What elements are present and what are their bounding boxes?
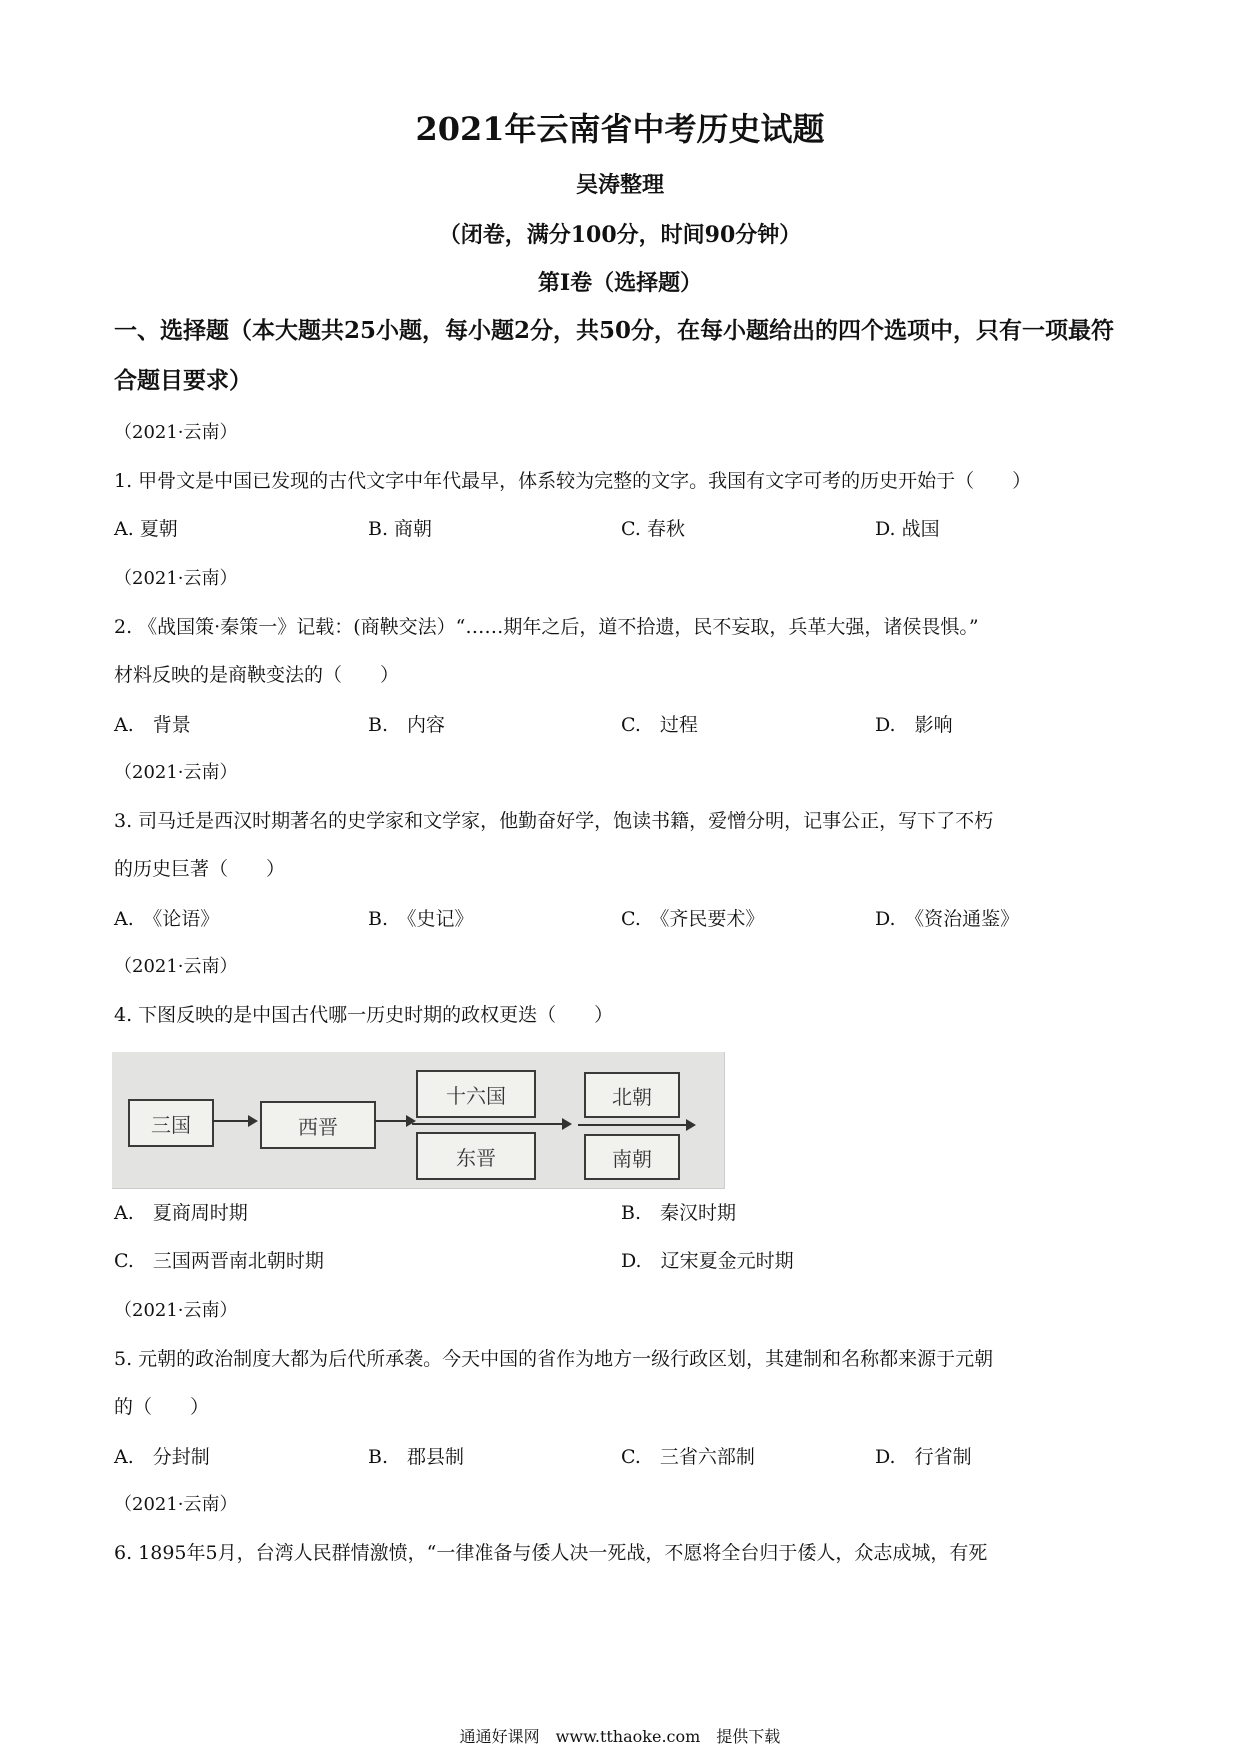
question-3-stem-line-2: 的历史巨著（ ） (114, 858, 286, 880)
question-4-option-c: C. 三国两晋南北朝时期 (114, 1250, 324, 1272)
diagram-box-sanguo: 三国 (128, 1099, 214, 1147)
question-2-option-c: C. 过程 (621, 714, 698, 736)
question-2-stem-line-1: 2. 《战国策·秦策一》记载：(商鞅交法）“……期年之后，道不拾遗，民不妄取，兵革大强，诸侯畏惧。” (114, 616, 979, 638)
question-6-stem: 6. 1895年5月，台湾人民群情激愤，“一律准备与倭人决一死战，不愿将全台归于倭人，众志成城，有死 (114, 1542, 988, 1564)
question-1-stem: 1. 甲骨文是中国已发现的古代文字中年代最早，体系较为完整的文字。我国有文字可考的历史开始于（ ） (114, 470, 1032, 492)
diagram-box-dongjin: 东晋 (416, 1132, 536, 1180)
question-2-stem-line-2: 材料反映的是商鞅变法的（ ） (114, 664, 400, 686)
question-1-option-b: B. 商朝 (368, 518, 433, 540)
section-heading: 一、选择题（本大题共25小题，每小题2分，共50分，在每小题给出的四个选项中，只有一项最符合题目要求） (114, 317, 1115, 394)
question-5-option-d: D. 行省制 (875, 1446, 972, 1468)
volume-heading: 第Ⅰ卷（选择题） (537, 270, 703, 296)
question-source-tag: （2021·云南） (114, 568, 238, 589)
diagram-box-nanchao: 南朝 (584, 1134, 680, 1180)
question-2-option-a: A. 背景 (114, 714, 191, 736)
arrow-right-icon (412, 1123, 564, 1125)
question-4-option-a: A. 夏商周时期 (114, 1202, 248, 1224)
question-source-tag: （2021·云南） (114, 956, 238, 977)
question-4-stem: 4. 下图反映的是中国古代哪一历史时期的政权更迭（ ） (114, 1004, 614, 1026)
question-4-option-d: D. 辽宋夏金元时期 (621, 1250, 794, 1272)
question-5-option-a: A. 分封制 (114, 1446, 210, 1468)
arrow-right-icon (212, 1120, 250, 1122)
question-3-option-a: A. 《论语》 (114, 908, 220, 930)
question-4-option-b: B. 秦汉时期 (621, 1202, 737, 1224)
author-line: 吴涛整理 (575, 172, 664, 198)
question-3-option-d: D. 《资治通鉴》 (875, 908, 1020, 930)
question-source-tag: （2021·云南） (114, 422, 238, 443)
dynasty-flow-diagram (112, 1052, 725, 1189)
question-3-option-b: B. 《史记》 (368, 908, 474, 930)
question-source-tag: （2021·云南） (114, 1300, 238, 1321)
question-2-option-d: D. 影响 (875, 714, 953, 736)
question-5-option-b: B. 郡县制 (368, 1446, 465, 1468)
page-title: 2021年云南省中考历史试题 (415, 110, 825, 148)
question-source-tag: （2021·云南） (114, 762, 238, 783)
diagram-box-shiliuguo: 十六国 (416, 1070, 536, 1118)
question-source-tag: （2021·云南） (114, 1494, 238, 1515)
question-3-option-c: C. 《齐民要术》 (621, 908, 765, 930)
question-2-option-b: B. 内容 (368, 714, 446, 736)
page-footer: 通通好课网 www.tthaoke.com 提供下载 (459, 1727, 781, 1746)
question-1-option-d: D. 战国 (875, 518, 940, 540)
question-1-option-a: A. 夏朝 (114, 518, 178, 540)
exam-info: （闭卷，满分100分，时间90分钟） (438, 222, 802, 248)
question-5-option-c: C. 三省六部制 (621, 1446, 755, 1468)
diagram-box-beichao: 北朝 (584, 1072, 680, 1118)
arrow-right-icon (578, 1124, 688, 1126)
diagram-box-xijin: 西晋 (260, 1101, 376, 1149)
question-5-stem-line-1: 5. 元朝的政治制度大都为后代所承袭。今天中国的省作为地方一级行政区划，其建制和名称都来源于元朝 (114, 1348, 994, 1370)
question-5-stem-line-2: 的（ ） (114, 1396, 210, 1418)
arrow-right-icon (374, 1120, 408, 1122)
question-1-option-c: C. 春秋 (621, 518, 685, 540)
question-3-stem-line-1: 3. 司马迁是西汉时期著名的史学家和文学家，他勤奋好学，饱读书籍，爱憎分明，记事公正，写下了不朽 (114, 810, 994, 832)
